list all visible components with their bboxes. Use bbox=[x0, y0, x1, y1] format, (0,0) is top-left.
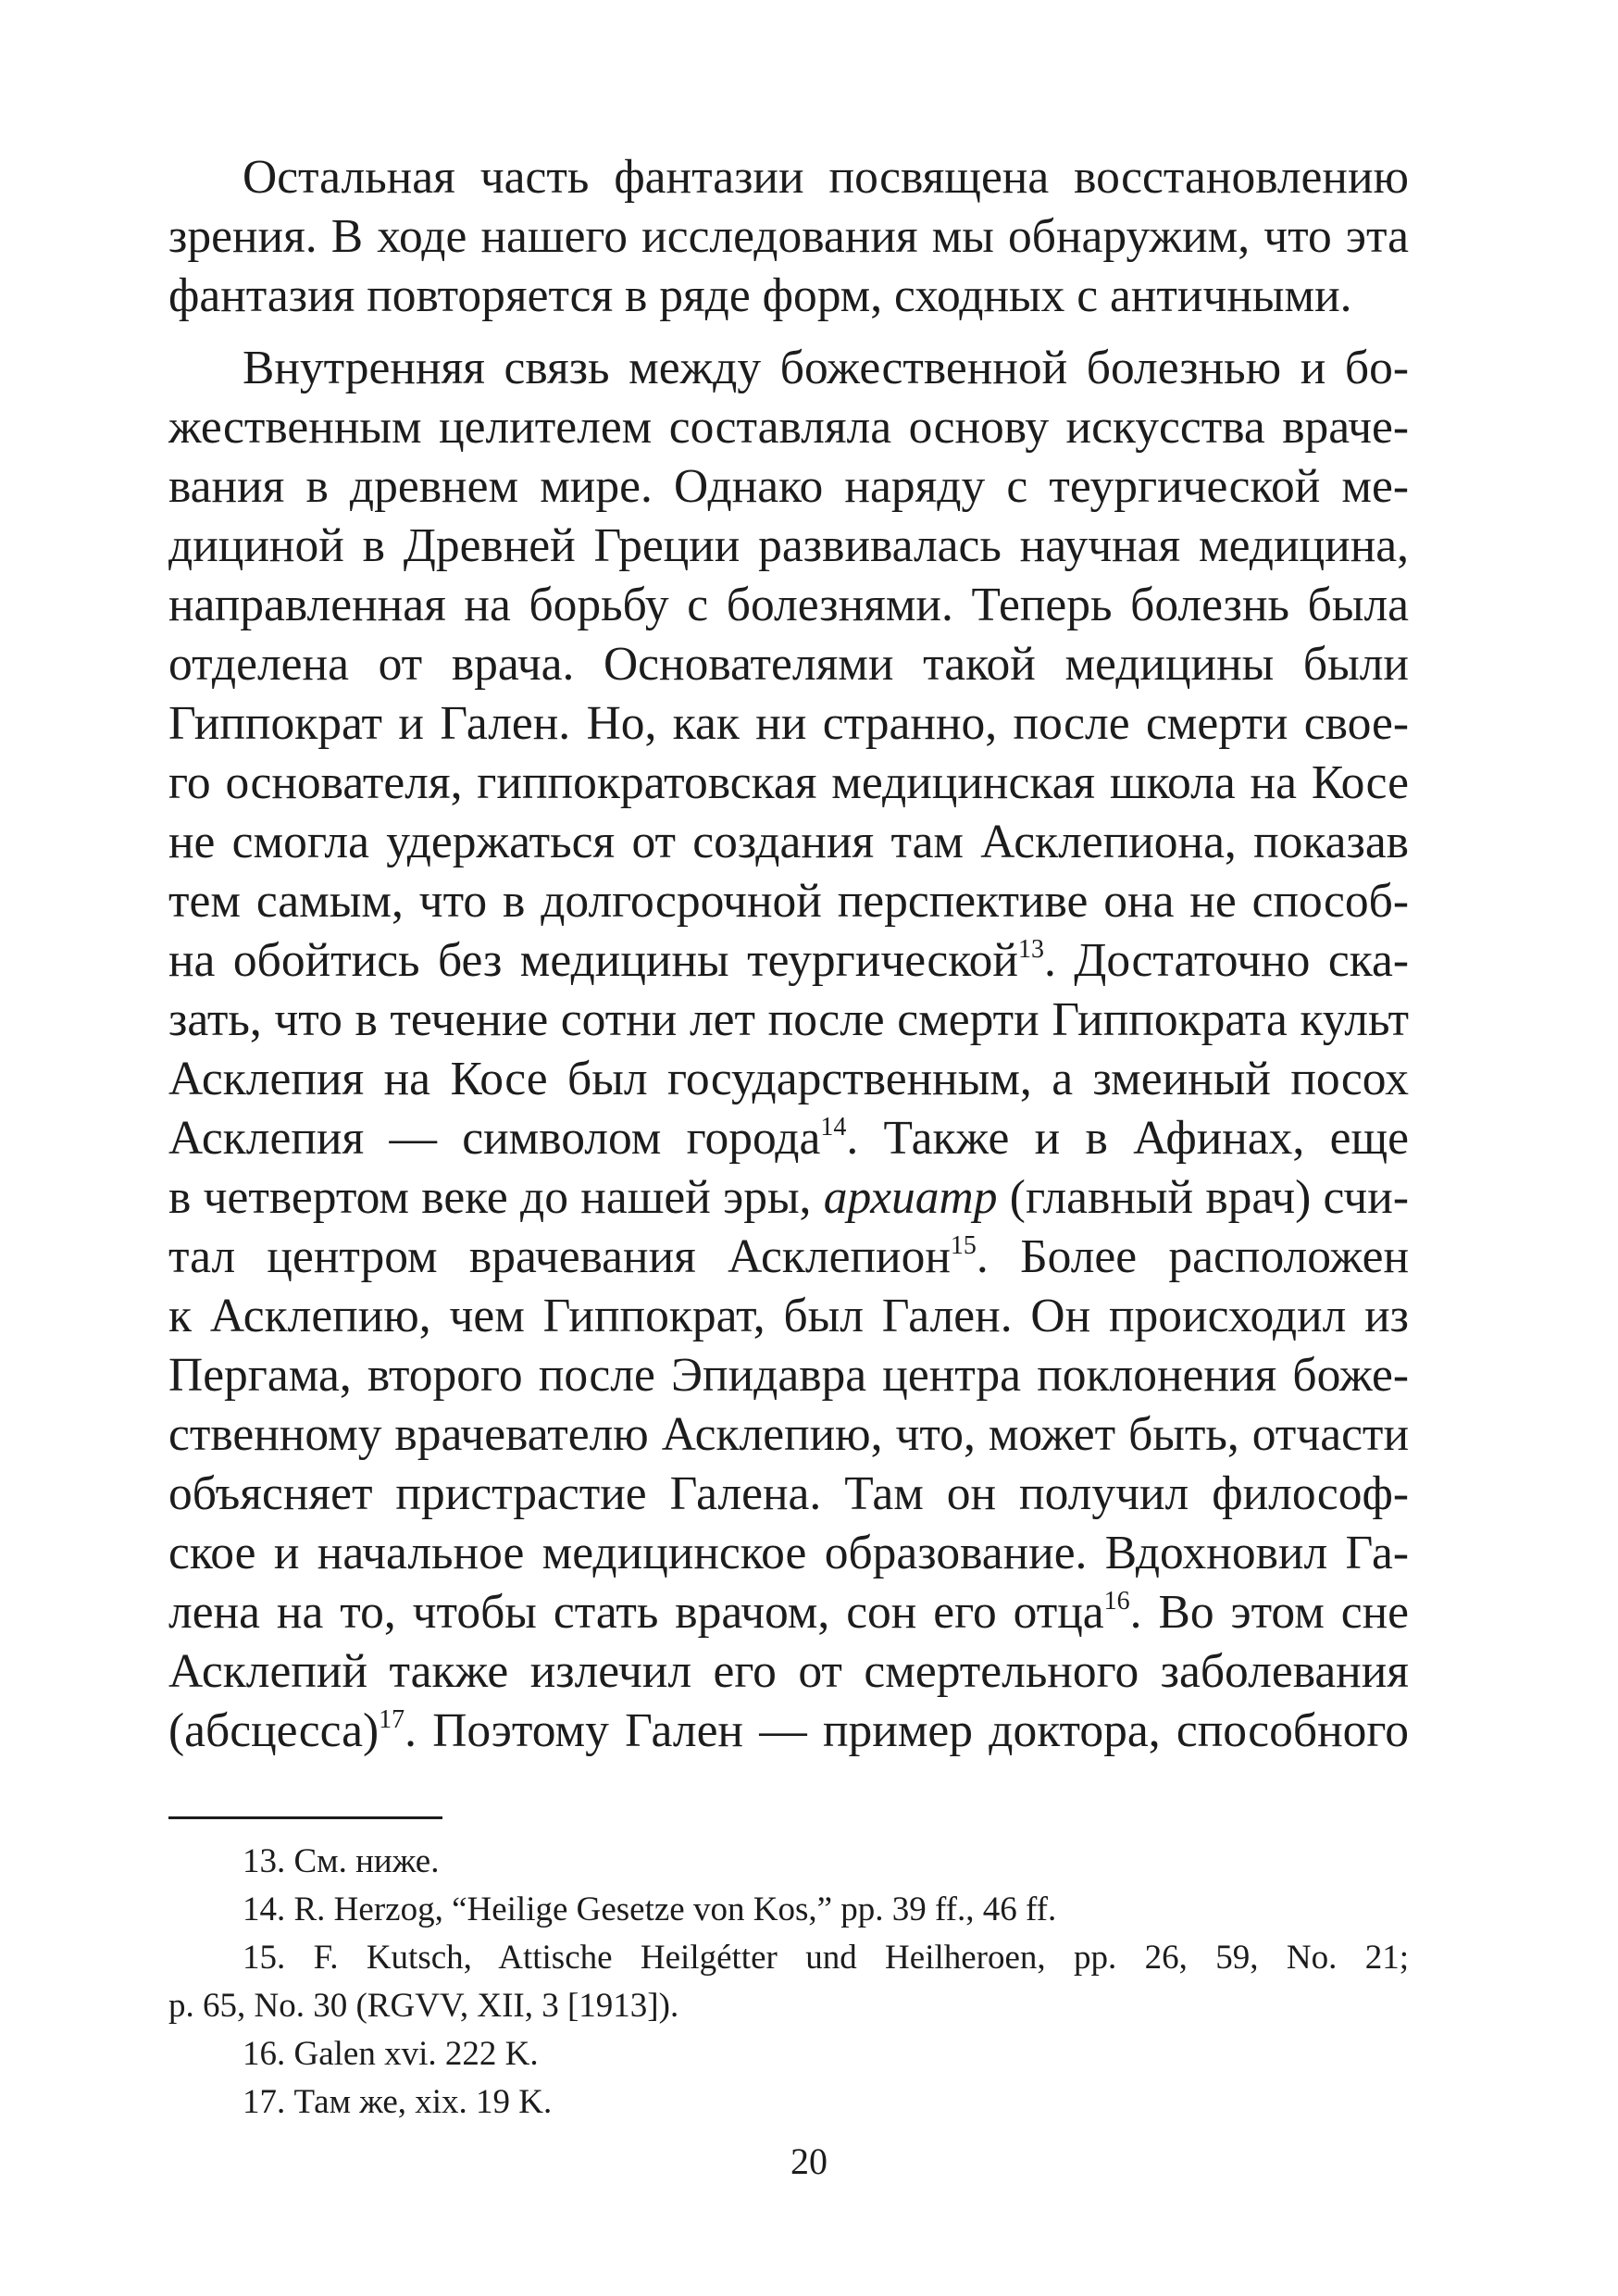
text-segment: . Поэтому Гален — пример доктора, способного bbox=[404, 1704, 1409, 1757]
text-segment: . Также и в Афинах, еще bbox=[846, 1112, 1409, 1165]
footnote-ref-17[interactable]: 17 bbox=[379, 1705, 405, 1734]
text-line bbox=[168, 1168, 1409, 1228]
page-number: 20 bbox=[790, 2140, 828, 2182]
text-line bbox=[168, 1583, 1409, 1642]
footnote-ref-13[interactable]: 13 bbox=[1017, 935, 1044, 964]
text-segment: . Во этом сне bbox=[1129, 1586, 1409, 1639]
text-line: ское и начальное медицинское образование. Вдохновил Га- bbox=[168, 1527, 1409, 1579]
text-segment: в четвертом веке до нашей эры, bbox=[168, 1171, 824, 1224]
text-segment: лена на то, чтобы стать врачом, сон его отца bbox=[168, 1586, 1104, 1639]
text-line bbox=[168, 931, 1409, 991]
text-line: Асклепий также излечил его от смертельного заболевания bbox=[168, 1645, 1409, 1698]
footnote-16: 16. Galen xvi. 222 K. bbox=[243, 2035, 539, 2073]
text-line: к Асклепию, чем Гиппократ, был Гален. Он происходил из bbox=[168, 1290, 1409, 1342]
text-line: Гиппократ и Гален. Но, как ни странно, после смерти свое- bbox=[168, 697, 1409, 750]
footnote-15: 15. F. Kutsch, Attische Heilgétter und Heilheroen, pp. 26, 59, No. 21; bbox=[243, 1939, 1409, 1977]
footnote-separator bbox=[168, 1816, 442, 1819]
text-line: Асклепия на Косе был государственным, а змеиный посох bbox=[168, 1053, 1409, 1105]
text-line: Остальная часть фантазии посвящена восстановлению bbox=[243, 151, 1409, 204]
text-line: отделена от врача. Основателями такой медицины были bbox=[168, 638, 1409, 691]
text-segment: на обойтись без медицины теургической bbox=[168, 934, 1018, 987]
text-segment: тал центром врачевания Асклепион bbox=[168, 1230, 951, 1283]
footnote-13: 13. См. ниже. bbox=[243, 1842, 440, 1880]
footnote-15-continuation: p. 65, No. 30 (RGVV, XII, 3 [1913]). bbox=[168, 1987, 679, 2025]
text-line: ственному врачевателю Асклепию, что, может быть, отчасти bbox=[168, 1408, 1409, 1461]
text-line: не смогла удержаться от создания там Асклепиона, показав bbox=[168, 816, 1409, 868]
footnote-14: 14. R. Herzog, “Heilige Gesetze von Kos,” pp. 39 ff., 46 ff. bbox=[243, 1890, 1057, 1928]
text-line: фантазия повторяется в ряде форм, сходных с античными. bbox=[168, 269, 1352, 322]
text-line: го основателя, гиппократовская медицинская школа на Косе bbox=[168, 756, 1409, 809]
text-line: объясняет пристрастие Галена. Там он получил философ- bbox=[168, 1467, 1409, 1520]
footnote-ref-14[interactable]: 14 bbox=[820, 1113, 847, 1142]
paragraph-gap bbox=[168, 326, 1409, 339]
text-line: тем самым, что в долгосрочной перспективе она не способ- bbox=[168, 875, 1409, 928]
text-line bbox=[168, 1228, 1409, 1287]
footnotes bbox=[168, 1838, 1409, 2127]
text-segment: Асклепия — символом города bbox=[168, 1112, 821, 1165]
text-line: жественным целителем составляла основу искусства враче- bbox=[168, 401, 1409, 454]
text-segment: . Достаточно ска- bbox=[1043, 934, 1409, 987]
text-segment: . Более расположен bbox=[976, 1230, 1409, 1283]
footnote-ref-16[interactable]: 16 bbox=[1103, 1587, 1130, 1616]
text-line: Внутренняя связь между божественной болезнью и бо- bbox=[243, 342, 1409, 394]
footnote-17: 17. Там же, xix. 19 K. bbox=[243, 2083, 553, 2121]
text-segment: (главный врач) счи- bbox=[997, 1171, 1409, 1224]
emphasis-term: архиатр bbox=[823, 1171, 998, 1224]
text-line: зать, что в течение сотни лет после смерти Гиппократа культ bbox=[168, 993, 1409, 1046]
text-line: направленная на борьбу с болезнями. Теперь болезнь была bbox=[168, 579, 1409, 631]
text-segment: (абсцесса) bbox=[168, 1704, 380, 1757]
text-line: Пергама, второго после Эпидавра центра поклонения боже- bbox=[168, 1349, 1409, 1402]
text-line: вания в древнем мире. Однако наряду с теургической ме- bbox=[168, 460, 1409, 513]
text-line bbox=[168, 1702, 1409, 1761]
text-line: зрения. В ходе нашего исследования мы обнаружим, что эта bbox=[168, 210, 1409, 263]
text-line bbox=[168, 1109, 1409, 1168]
footnote-ref-15[interactable]: 15 bbox=[950, 1231, 977, 1260]
main-text bbox=[168, 148, 1409, 1761]
text-line: дициной в Древней Греции развивалась научная медицина, bbox=[168, 519, 1409, 572]
